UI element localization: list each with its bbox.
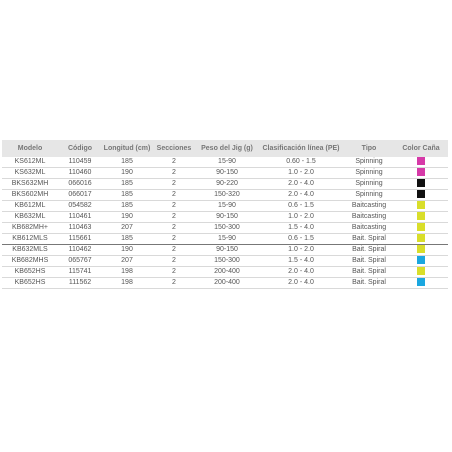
color-swatch (417, 223, 425, 231)
cell-longitud: 207 (102, 256, 152, 267)
cell-secciones: 2 (152, 234, 196, 245)
cell-longitud: 190 (102, 212, 152, 223)
cell-codigo: 066017 (58, 190, 102, 201)
table-row (2, 278, 448, 289)
table-row (2, 157, 448, 168)
cell-tipo: Baitcasting (344, 223, 394, 234)
cell-secciones: 2 (152, 256, 196, 267)
table-row (2, 256, 448, 267)
cell-color (394, 179, 448, 190)
color-swatch (417, 267, 425, 275)
cell-codigo: 110461 (58, 212, 102, 223)
cell-linea: 0.6 - 1.5 (258, 234, 344, 245)
cell-secciones: 2 (152, 190, 196, 201)
cell-secciones: 2 (152, 212, 196, 223)
cell-linea: 2.0 - 4.0 (258, 278, 344, 289)
header-modelo: Modelo (2, 140, 58, 157)
cell-codigo: 115661 (58, 234, 102, 245)
cell-linea: 0.6 - 1.5 (258, 201, 344, 212)
color-swatch (417, 245, 425, 253)
cell-linea: 1.5 - 4.0 (258, 256, 344, 267)
cell-tipo: Baitcasting (344, 201, 394, 212)
table-row (2, 212, 448, 223)
cell-linea: 1.0 - 2.0 (258, 212, 344, 223)
color-swatch (417, 212, 425, 220)
header-color: Color Caña (394, 140, 448, 157)
cell-codigo: 110463 (58, 223, 102, 234)
cell-linea: 2.0 - 4.0 (258, 190, 344, 201)
cell-modelo: KB682MHS (2, 256, 58, 267)
table-row (2, 168, 448, 179)
cell-peso: 150-320 (196, 190, 258, 201)
cell-secciones: 2 (152, 179, 196, 190)
cell-linea: 1.5 - 4.0 (258, 223, 344, 234)
cell-longitud: 190 (102, 168, 152, 179)
cell-longitud: 185 (102, 201, 152, 212)
cell-modelo: KB612MLS (2, 234, 58, 245)
cell-secciones: 2 (152, 168, 196, 179)
cell-modelo: KB632MLS (2, 245, 58, 256)
cell-color (394, 157, 448, 168)
table-header-row (2, 140, 448, 157)
cell-secciones: 2 (152, 223, 196, 234)
cell-codigo: 111562 (58, 278, 102, 289)
header-peso: Peso del Jig (g) (196, 140, 258, 157)
cell-modelo: KB632ML (2, 212, 58, 223)
cell-modelo: KB682MH+ (2, 223, 58, 234)
color-swatch (417, 190, 425, 198)
cell-tipo: Bait. Spiral (344, 267, 394, 278)
cell-tipo: Bait. Spiral (344, 278, 394, 289)
rod-spec-table (2, 140, 448, 289)
cell-modelo: BKS602MH (2, 190, 58, 201)
cell-color (394, 168, 448, 179)
color-swatch (417, 179, 425, 187)
cell-color (394, 245, 448, 256)
cell-codigo: 066016 (58, 179, 102, 190)
cell-longitud: 190 (102, 245, 152, 256)
table-row (2, 223, 448, 234)
cell-codigo: 110459 (58, 157, 102, 168)
cell-color (394, 201, 448, 212)
cell-modelo: KS632ML (2, 168, 58, 179)
color-swatch (417, 157, 425, 165)
cell-peso: 200-400 (196, 278, 258, 289)
cell-color (394, 256, 448, 267)
cell-longitud: 185 (102, 234, 152, 245)
cell-peso: 15-90 (196, 157, 258, 168)
cell-color (394, 278, 448, 289)
cell-modelo: KB612ML (2, 201, 58, 212)
cell-peso: 200-400 (196, 267, 258, 278)
header-secciones: Secciones (152, 140, 196, 157)
cell-linea: 2.0 - 4.0 (258, 267, 344, 278)
cell-codigo: 065767 (58, 256, 102, 267)
cell-peso: 150-300 (196, 256, 258, 267)
cell-codigo: 110460 (58, 168, 102, 179)
cell-longitud: 185 (102, 190, 152, 201)
color-swatch (417, 256, 425, 264)
color-swatch (417, 168, 425, 176)
table-body (2, 157, 448, 289)
table-row (2, 201, 448, 212)
cell-color (394, 190, 448, 201)
cell-secciones: 2 (152, 278, 196, 289)
cell-modelo: KB652HS (2, 267, 58, 278)
cell-tipo: Bait. Spiral (344, 256, 394, 267)
cell-codigo: 054582 (58, 201, 102, 212)
color-swatch (417, 234, 425, 242)
cell-peso: 90-150 (196, 168, 258, 179)
cell-color (394, 234, 448, 245)
cell-color (394, 212, 448, 223)
cell-tipo: Spinning (344, 179, 394, 190)
cell-linea: 1.0 - 2.0 (258, 245, 344, 256)
table-row (2, 179, 448, 190)
cell-secciones: 2 (152, 245, 196, 256)
cell-tipo: Spinning (344, 190, 394, 201)
cell-tipo: Baitcasting (344, 212, 394, 223)
cell-peso: 90-220 (196, 179, 258, 190)
cell-tipo: Bait. Spiral (344, 234, 394, 245)
cell-peso: 15-90 (196, 201, 258, 212)
cell-longitud: 198 (102, 267, 152, 278)
cell-longitud: 207 (102, 223, 152, 234)
cell-modelo: BKS632MH (2, 179, 58, 190)
cell-peso: 90-150 (196, 212, 258, 223)
cell-modelo: KS612ML (2, 157, 58, 168)
cell-peso: 90-150 (196, 245, 258, 256)
table-row (2, 245, 448, 256)
cell-linea: 1.0 - 2.0 (258, 168, 344, 179)
cell-tipo: Bait. Spiral (344, 245, 394, 256)
cell-modelo: KB652HS (2, 278, 58, 289)
table-row (2, 267, 448, 278)
header-codigo: Código (58, 140, 102, 157)
table-row (2, 234, 448, 245)
cell-color (394, 223, 448, 234)
cell-color (394, 267, 448, 278)
cell-codigo: 115741 (58, 267, 102, 278)
cell-secciones: 2 (152, 267, 196, 278)
cell-secciones: 2 (152, 157, 196, 168)
header-linea: Clasificación línea (PE) (258, 140, 344, 157)
cell-peso: 15-90 (196, 234, 258, 245)
cell-secciones: 2 (152, 201, 196, 212)
cell-tipo: Spinning (344, 157, 394, 168)
cell-longitud: 185 (102, 157, 152, 168)
header-longitud: Longitud (cm) (102, 140, 152, 157)
cell-tipo: Spinning (344, 168, 394, 179)
cell-peso: 150-300 (196, 223, 258, 234)
header-tipo: Tipo (344, 140, 394, 157)
color-swatch (417, 201, 425, 209)
color-swatch (417, 278, 425, 286)
cell-codigo: 110462 (58, 245, 102, 256)
cell-longitud: 185 (102, 179, 152, 190)
cell-longitud: 198 (102, 278, 152, 289)
cell-linea: 0.60 - 1.5 (258, 157, 344, 168)
table-row (2, 190, 448, 201)
cell-linea: 2.0 - 4.0 (258, 179, 344, 190)
